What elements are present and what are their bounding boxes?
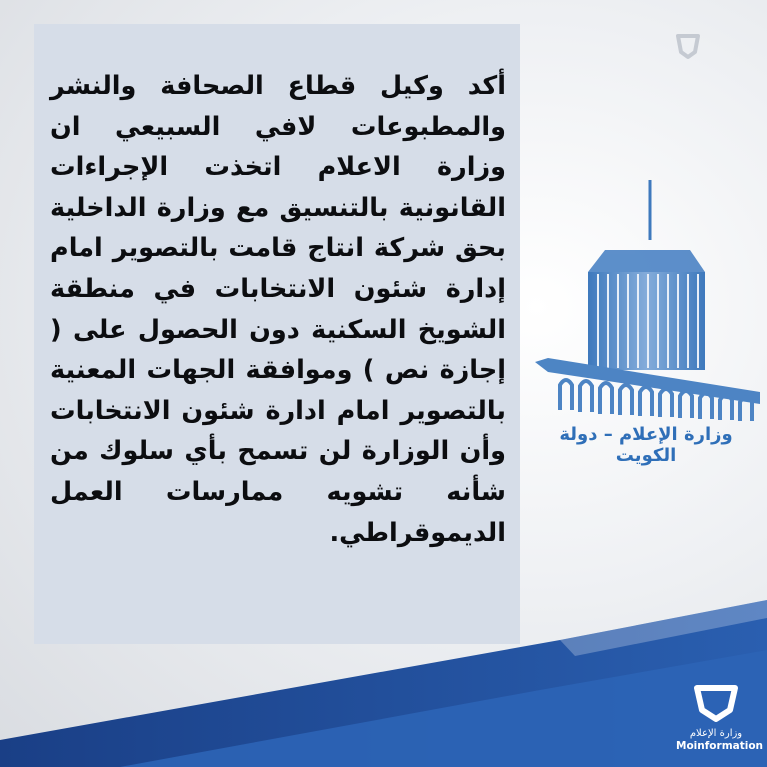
logo-arabic-name: وزارة الإعلام [689, 728, 743, 739]
ministry-emblem-faint-icon [675, 32, 701, 60]
news-body-text: أكد وكيل قطاع الصحافة والنشر والمطبوعات لافي السبيعي ان وزارة الاعلام اتخذت الإجراءات القانونية بالتنسيق مع وزارة الداخلية بحق شركة انتاج قامت بالتصوير امام إدارة شئون الانتخابات في منطقة الشويخ السكنية دون الحصول على ( إجازة نص ) وموافقة الجهات المعنية بالتصوير امام ادارة شئون الانتخابات وأن الوزارة لن تسمح بأي سلوك من شأنه تشويه ممارسات العمل الديموقراطي. [50, 71, 506, 548]
logo-english-name: Moinformation [676, 740, 764, 752]
ministry-caption: وزارة الإعلام – دولة الكويت [559, 424, 733, 466]
ministry-building-illustration [535, 180, 760, 421]
ministry-shield-icon [691, 684, 741, 722]
ministry-logo [676, 684, 764, 752]
text-panel [34, 24, 520, 644]
